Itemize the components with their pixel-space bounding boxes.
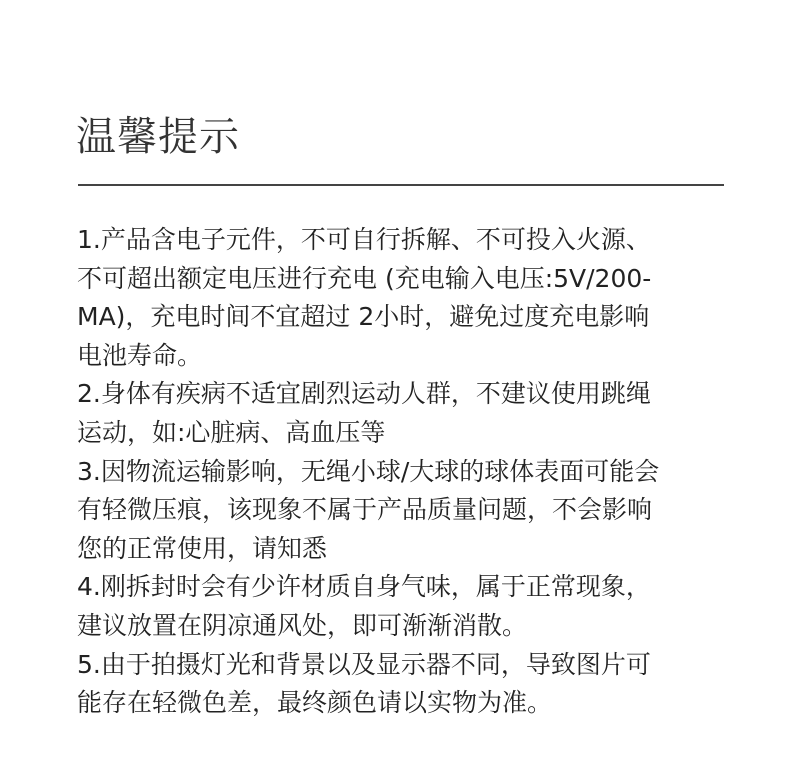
- divider: [78, 184, 724, 186]
- notice-line: 4.刚拆封时会有少许材质自身气味，属于正常现象，: [77, 572, 651, 602]
- notice-line: MA)，充电时间不宜超过 2小时，避免过度充电影响: [77, 302, 650, 332]
- notice-line: 能存在轻微色差，最终颜色请以实物为准。: [77, 688, 553, 718]
- notice-line: 5.由于拍摄灯光和背景以及显示器不同，导致图片可: [77, 649, 651, 679]
- notice-line: 电池寿命。: [77, 340, 203, 370]
- notice-line: 有轻微压痕，该现象不属于产品质量问题，不会影响: [77, 495, 653, 525]
- notice-line: 您的正常使用，请知悉: [77, 533, 328, 563]
- notice-line: 运动，如:心脏病、高血压等: [77, 417, 386, 447]
- notice-line: 3.因物流运输影响，无绳小球/大球的球体表面可能会: [77, 456, 660, 486]
- notice-line: 1.产品含电子元件，不可自行拆解、不可投入火源、: [77, 225, 651, 254]
- notice-line: 建议放置在阴凉通风处，即可渐渐消散。: [77, 610, 528, 640]
- page-title: 温馨提示: [76, 114, 240, 160]
- notice-line: 不可超出额定电压进行充电 (充电输入电压:5V/200-: [77, 263, 652, 293]
- notice-body: [77, 221, 737, 723]
- notice-line: 2.身体有疾病不适宜剧烈运动人群，不建议使用跳绳: [77, 379, 651, 409]
